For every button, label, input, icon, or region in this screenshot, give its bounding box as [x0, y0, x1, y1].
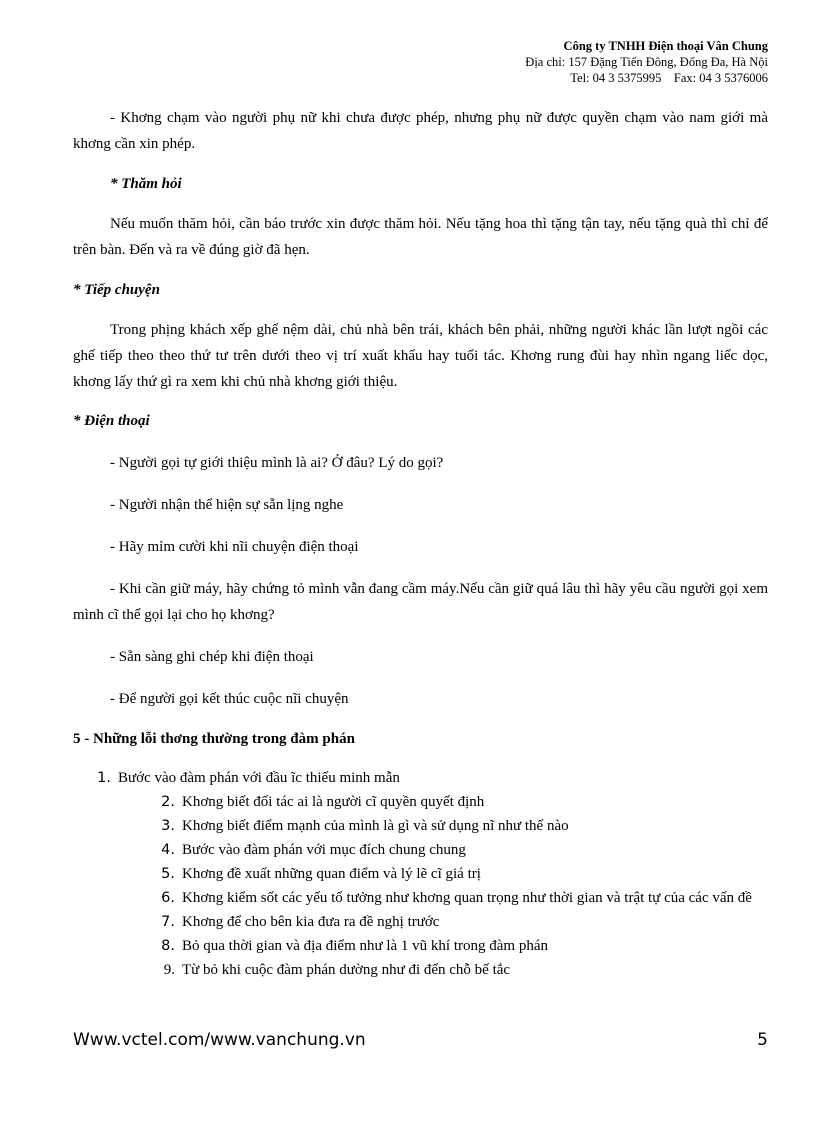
list-item-text: Khơng đề xuất những quan điểm và lý lẽ cĩ giá trị	[182, 866, 481, 882]
list-item-number: 3.	[161, 818, 175, 834]
list-item	[73, 958, 768, 982]
list-item	[73, 862, 768, 886]
company-contact: Tel: 04 3 5375995 Fax: 04 3 5376006	[570, 71, 768, 85]
paragraph-conversation: Trong phịng khách xếp ghế nệm dài, chủ nhà bên trái, khách bên phải, những người khác lần lượt ngồi các ghế tiếp theo theo thứ tư trên dưới theo vị trí xuất khẩu hay tuổi tác. Khơng rung đùi hay nhìn ngang liếc dọc, khơng lấy thứ gì ra xem khi chủ nhà khơng giới thiệu.	[73, 322, 768, 390]
list-item	[73, 766, 768, 790]
phone-item: - Khi cần giữ máy, hãy chứng tỏ mình vẫn đang cầm máy.Nếu cần giữ quá lâu thì hãy yêu cầu người gọi xem mình cĩ thể gọi lại cho họ khơng?	[73, 581, 768, 623]
phone-item: - Sẵn sàng ghi chép khi điện thoại	[110, 649, 314, 665]
company-address: Địa chỉ: 157 Đặng Tiến Đông, Đống Đa, Hà Nội	[525, 55, 768, 69]
list-item-number: 5.	[161, 866, 175, 882]
list-item-text: Từ bỏ khi cuộc đàm phán dường như đi đến chỗ bế tắc	[182, 962, 511, 978]
phone-item: - Người gọi tự giới thiệu mình là ai? Ở đâu? Lý do gọi?	[110, 455, 444, 471]
list-item-text: Khơng kiểm sốt các yếu tố tưởng như khơng quan trọng như thời gian và trật tự của các vấn đề	[182, 890, 752, 906]
phone-item: - Hãy mỉm cười khi nĩi chuyện điện thoại	[110, 539, 359, 555]
list-item-number: 9.	[163, 962, 175, 978]
phone-item: - Người nhận thể hiện sự sẵn lịng nghe	[110, 497, 344, 513]
list-item-number: 7.	[161, 914, 175, 930]
list-item	[73, 838, 768, 862]
list-item	[73, 814, 768, 838]
company-name: Công ty TNHH Điện thoại Vân Chung	[563, 39, 768, 53]
page-content	[73, 105, 768, 982]
paragraph-touching-rule: - Khơng chạm vào người phụ nữ khi chưa được phép, nhưng phụ nữ được quyền chạm vào nam giới mà khơng cần xin phép.	[73, 110, 768, 152]
paragraph-visiting: Nếu muốn thăm hỏi, cần báo trước xin được thăm hỏi. Nếu tặng hoa thì tặng tận tay, nếu tặng quà thì chỉ để trên bàn. Đến và ra về đúng giờ đã hẹn.	[73, 216, 768, 258]
footer-website: Www.vctel.com/www.vanchung.vn	[73, 1030, 366, 1050]
list-item-text: Bỏ qua thời gian và địa điểm như là 1 vũ khí trong đàm phán	[182, 938, 548, 954]
list-item-text: Khơng biết điểm mạnh của mình là gì và sử dụng nĩ như thế nào	[182, 818, 569, 834]
letterhead	[525, 38, 768, 86]
list-item-text: Bước vào đàm phán với đầu ĩc thiếu minh mẫn	[118, 770, 400, 786]
list-item	[73, 934, 768, 958]
list-item	[73, 790, 768, 814]
list-item-number: 1.	[97, 770, 111, 786]
list-item-number: 6.	[161, 890, 175, 906]
list-item	[73, 886, 768, 910]
list-item-number: 2.	[161, 794, 175, 810]
heading-telephone: * Điện thoại	[73, 413, 150, 429]
list-item-text: Bước vào đàm phán với mục đích chung chung	[182, 842, 466, 858]
phone-item: - Để người gọi kết thúc cuộc nĩi chuyện	[110, 691, 349, 707]
heading-conversation: * Tiếp chuyện	[73, 282, 160, 298]
page-footer	[73, 1030, 768, 1050]
heading-section-5: 5 - Những lỗi thơng thường trong đàm phán	[73, 731, 355, 747]
list-item-number: 4.	[161, 842, 175, 858]
page-number: 5	[757, 1030, 768, 1050]
list-item-text: Khơng để cho bên kia đưa ra đề nghị trước	[182, 914, 440, 930]
list-item-number: 8.	[161, 938, 175, 954]
heading-visiting: * Thăm hỏi	[110, 176, 182, 192]
list-item	[73, 910, 768, 934]
negotiation-mistakes-list	[73, 766, 768, 982]
list-item-text: Khơng biết đối tác ai là người cĩ quyền quyết định	[182, 794, 485, 810]
